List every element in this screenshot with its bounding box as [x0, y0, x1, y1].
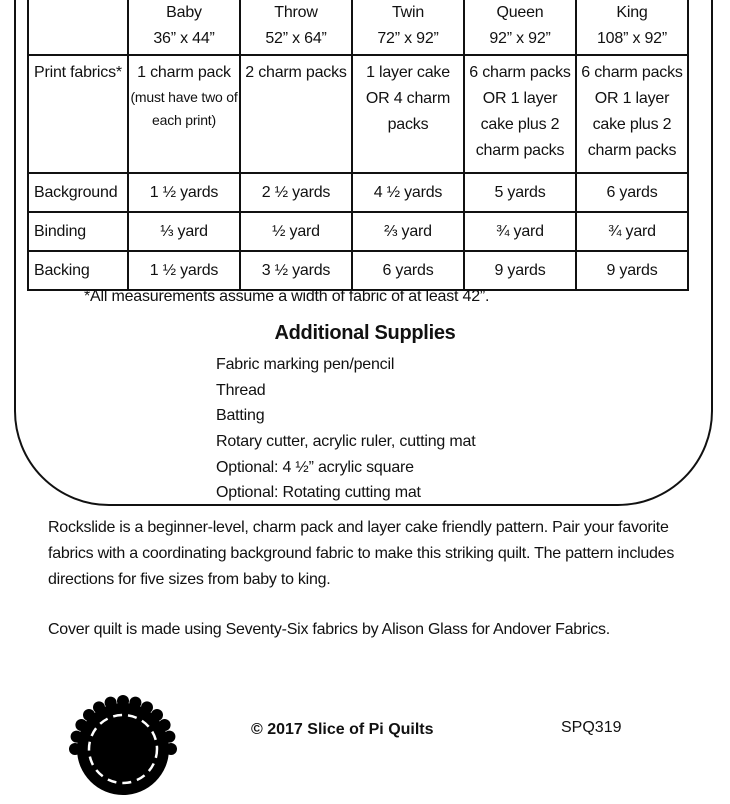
table-cell: ¾ yard [576, 212, 688, 251]
table-cell: 4 ½ yards [352, 173, 464, 212]
table-cell: 2 charm packs [240, 55, 352, 173]
table-cell: 1 ½ yards [128, 173, 240, 212]
table-cell: 6 charm packs OR 1 layer cake plus 2 charm packs [464, 55, 576, 173]
supply-item: Batting [216, 407, 265, 425]
supply-item: Thread [216, 381, 266, 399]
table-cell: ½ yard [240, 212, 352, 251]
table-cell: ⅓ yard [128, 212, 240, 251]
table-cell: ⅔ yard [352, 212, 464, 251]
supply-item: Optional: Rotating cutting mat [216, 484, 421, 502]
additional-supplies-heading: Additional Supplies [274, 322, 456, 344]
size-header-baby: Baby 36” x 44” [128, 0, 240, 55]
table-cell: 1 charm pack (must have two of each print) [128, 55, 240, 173]
pattern-description: Rockslide is a beginner-level, charm pack and layer cake friendly pattern. Pair your favorite fabrics with a coordinating background fabric to make this striking quilt. The pattern includes directions for five sizes from baby to king. [48, 519, 675, 588]
table-cell: 6 yards [352, 251, 464, 290]
row-label: Backing [28, 251, 128, 290]
supply-item: Fabric marking pen/pencil [216, 356, 395, 373]
table-row-backing [28, 251, 688, 290]
table-row-background [28, 173, 688, 212]
supply-item: Rotary cutter, acrylic ruler, cutting mat [216, 433, 476, 451]
table-cell: 1 ½ yards [128, 251, 240, 290]
pattern-code: SPQ319 [561, 719, 622, 736]
fabric-requirements-table [27, 0, 689, 291]
scalloped-seal-icon [68, 694, 178, 804]
table-cell: 9 yards [464, 251, 576, 290]
cell-note: (must have two of each print) [130, 89, 238, 128]
table-cell: 6 charm packs OR 1 layer cake plus 2 charm packs [576, 55, 688, 173]
measurement-footnote: *All measurements assume a width of fabric of at least 42”. [84, 288, 490, 305]
size-header-throw: Throw 52” x 64” [240, 0, 352, 55]
copyright-text: © 2017 Slice of Pi Quilts [251, 721, 434, 738]
table-cell: 1 layer cake OR 4 charm packs [352, 55, 464, 173]
table-cell: 5 yards [464, 173, 576, 212]
table-corner-cell [28, 0, 128, 55]
additional-supplies-list [216, 352, 475, 506]
table-cell: ¾ yard [464, 212, 576, 251]
table-cell: 9 yards [576, 251, 688, 290]
table-cell: 6 yards [576, 173, 688, 212]
table-row-print-fabrics [28, 55, 688, 173]
table-cell: 2 ½ yards [240, 173, 352, 212]
row-label: Print fabrics* [28, 55, 128, 173]
table-row-binding [28, 212, 688, 251]
table-cell: 3 ½ yards [240, 251, 352, 290]
row-label: Binding [28, 212, 128, 251]
size-header-king: King 108” x 92” [576, 0, 688, 55]
size-header-queen: Queen 92” x 92” [464, 0, 576, 55]
table-header-row [28, 0, 688, 55]
supply-item: Optional: 4 ½” acrylic square [216, 458, 414, 476]
size-header-twin: Twin 72” x 92” [352, 0, 464, 55]
row-label: Background [28, 173, 128, 212]
cover-quilt-note: Cover quilt is made using Seventy-Six fabrics by Alison Glass for Andover Fabrics. [48, 621, 610, 638]
